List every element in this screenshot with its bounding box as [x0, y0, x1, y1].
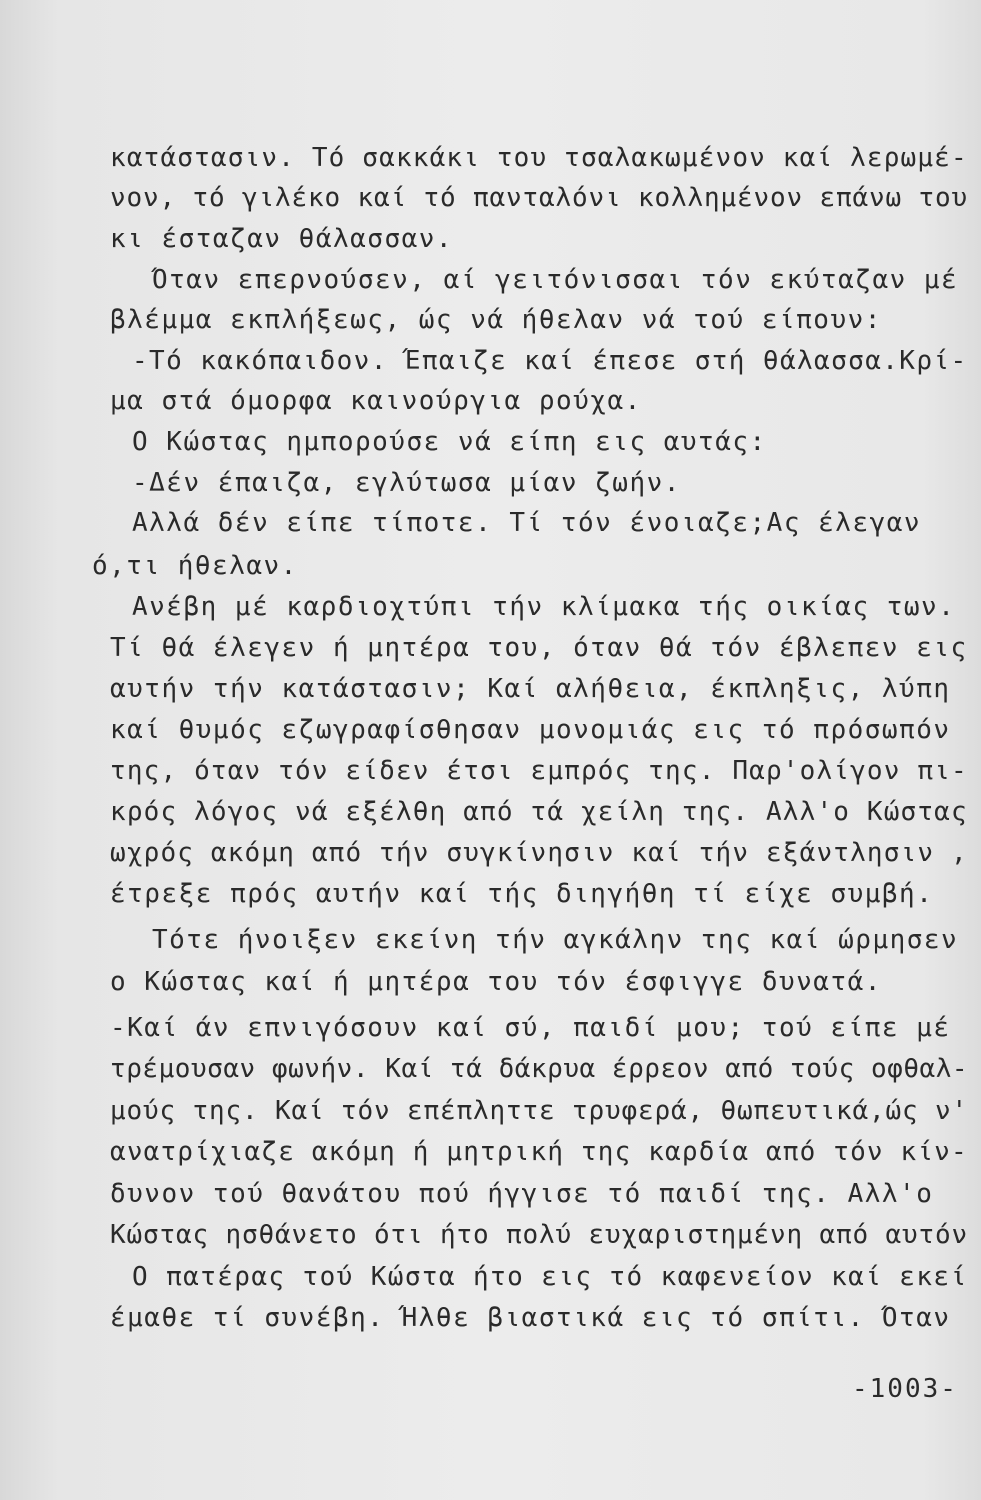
text-line: Όταν επερνούσεν, αί γειτόνισσαι τόν εκύταζαν μέ [152, 265, 959, 295]
text-line: μούς της. Καί τόν επέπληττε τρυφερά, θωπευτικά,ώς ν' [110, 1096, 968, 1126]
text-line: -Τό κακόπαιδον. Έπαιζε καί έπεσε στή θάλασσα.Κρί- [132, 346, 968, 376]
text-line: καί θυμός εζωγραφίσθησαν μονομιάς εις τό πρόσωπόν [110, 715, 951, 745]
text-line: κι έσταζαν θάλασσαν. [110, 224, 454, 254]
text-line: Ανέβη μέ καρδιοχτύπι τήν κλίμακα τής οικίας των. [132, 592, 956, 622]
text-line: ο Κώστας καί ή μητέρα του τόν έσφιγγε δυνατά. [110, 967, 882, 997]
text-line: Ο Κώστας ημπορούσε νά είπη εις αυτάς: [132, 427, 767, 457]
text-line: μα στά όμορφα καινούργια ρούχα. [110, 386, 642, 416]
text-line: βλέμμα εκπλήξεως, ώς νά ήθελαν νά τού είπουν: [110, 305, 882, 335]
text-line: δυνον τού θανάτου πού ήγγισε τό παιδί της. Αλλ'ο [110, 1179, 934, 1209]
text-line: τρέμουσαν φωνήν. Καί τά δάκρυα έρρεον από τούς οφθαλ- [110, 1054, 969, 1084]
text-line: Ο πατέρας τού Κώστα ήτο εις τό καφενείον καί εκεί [132, 1262, 968, 1292]
text-line: αυτήν τήν κατάστασιν; Καί αλήθεια, έκπληξις, λύπη [110, 674, 951, 704]
text-line: ανατρίχιαζε ακόμη ή μητρική της καρδία από τόν κίν- [110, 1137, 968, 1167]
text-line: έμαθε τί συνέβη. Ήλθε βιαστικά εις τό σπίτι. Όταν [110, 1303, 951, 1333]
text-line: κατάστασιν. Τό σακκάκι του τσαλακωμένον καί λερωμέ- [110, 143, 968, 173]
text-line: -Δέν έπαιζα, εγλύτωσα μίαν ζωήν. [132, 468, 681, 498]
text-line: Τότε ήνοιξεν εκείνη τήν αγκάλην της καί ώρμησεν [152, 925, 959, 955]
text-line: Τί θά έλεγεν ή μητέρα του, όταν θά τόν έβλεπεν εις [110, 633, 968, 663]
text-line: -Καί άν επνιγόσουν καί σύ, παιδί μου; τού είπε μέ [110, 1013, 951, 1043]
text-line: ωχρός ακόμη από τήν συγκίνησιν καί τήν εξάντλησιν , [110, 838, 968, 868]
text-line: έτρεξε πρός αυτήν καί τής διηγήθη τί είχε συμβή. [110, 879, 934, 909]
page-number: -1003- [852, 1374, 958, 1404]
text-line: της, όταν τόν είδεν έτσι εμπρός της. Παρ'ολίγον πι- [110, 756, 968, 786]
text-line: κρός λόγος νά εξέλθη από τά χείλη της. Αλλ'ο Κώστας [110, 797, 968, 827]
text-line: νον, τό γιλέκο καί τό πανταλόνι κολλημένον επάνω του [110, 183, 968, 213]
text-line: Αλλά δέν είπε τίποτε. Τί τόν ένοιαζε;Ας έλεγαν [132, 508, 922, 538]
text-line: Κώστας ησθάνετο ότι ήτο πολύ ευχαριστημένη από αυτόν [110, 1220, 968, 1250]
text-line: ό,τι ήθελαν. [92, 551, 298, 581]
